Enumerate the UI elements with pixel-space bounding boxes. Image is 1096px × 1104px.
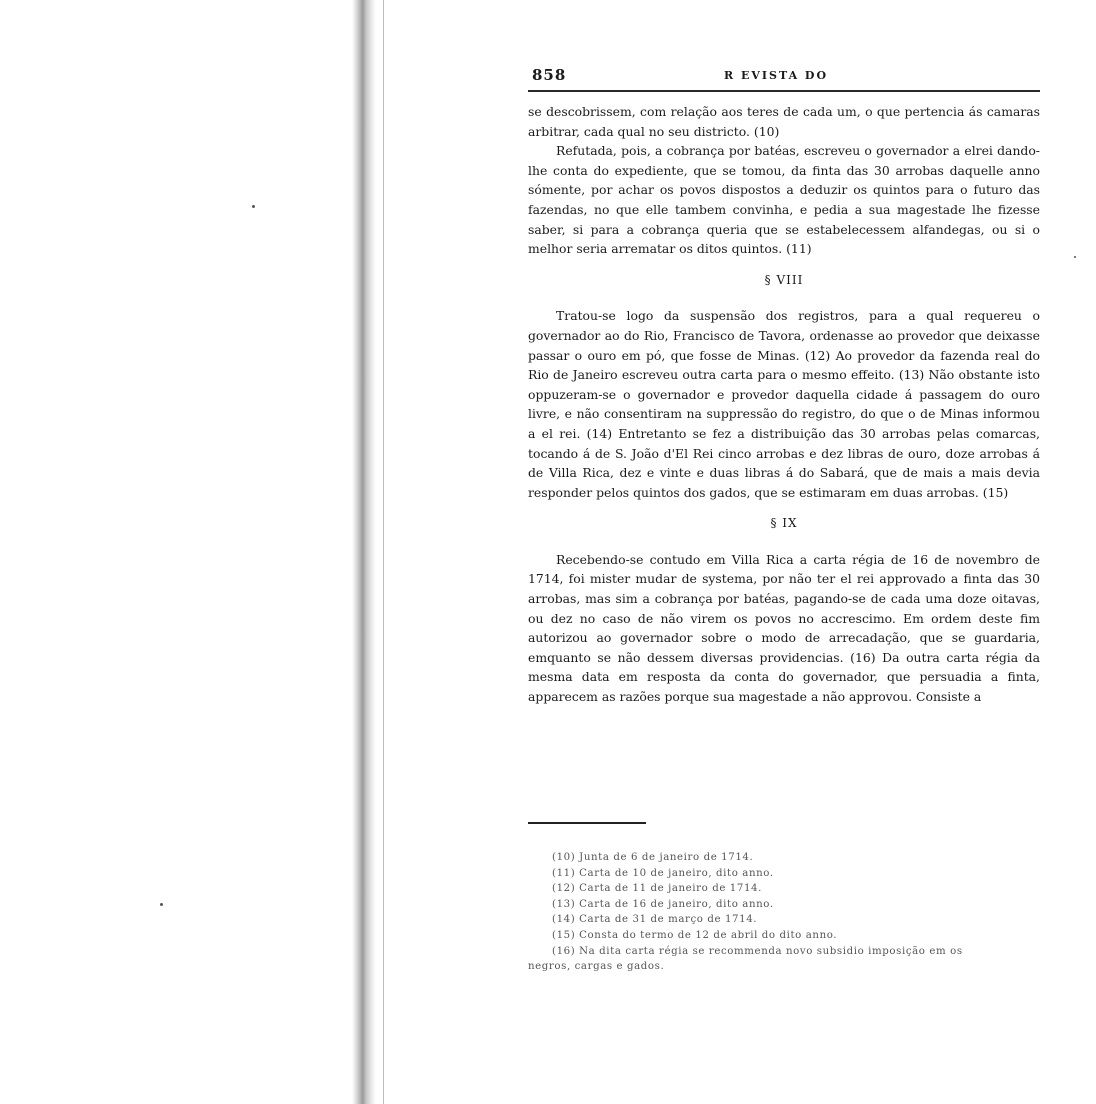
footnote: (10) Junta de 6 de janeiro de 1714. [552,852,754,863]
page-binding-shadow [352,0,376,1104]
footnote: (15) Consta do termo de 12 de abril do dito anno. [552,929,838,941]
footnote-rule [528,822,646,824]
footnote: (12) Carta de 11 de janeiro de 1714. [552,883,762,895]
paper-speck [160,903,163,906]
paragraph: Refutada, pois, a cobrança por batéas, escreveu o governador a elrei dando-lhe conta do expediente, que se tomou, da finta das 30 arrobas daquelle anno sómente, por achar os povos dispostos a deduzir os quintos para o futuro das fazendas, no que elle tambem convinha, e pedia a sua magestade lhe fizesse saber, si para a cobrança queria que se estabelecessem alfandegas, ou si o melhor seria arrematar os ditos quintos. (11) [528,143,1040,257]
footnote-continuation: negros, cargas e gados. [528,961,665,973]
document-page [528,60,1040,973]
page-number: 858 [532,66,567,84]
paper-speck [252,205,255,208]
footnote: (14) Carta de 31 de março de 1714. [552,914,758,926]
footnotes [528,850,1040,975]
paper-speck [1074,256,1076,258]
section-heading: § VIII [764,272,804,287]
section-heading: § IX [770,516,798,531]
journal-title: R EVISTA DO [724,69,829,82]
body-text [528,102,1040,707]
running-head [528,60,1040,92]
footnote: (11) Carta de 10 de janeiro, dito anno. [552,867,774,879]
binding-edge-line [383,0,384,1104]
paragraph: Recebendo-se contudo em Villa Rica a carta régia de 16 de novembro de 1714, foi mister mudar de systema, por não ter el rei approvado a finta das 30 arrobas, mas sim a cobrança por batéas, pagando-se de cada uma doze oitavas, ou dez no caso de não virem os povos no accrescimo. Em ordem deste fim autorizou ao governador sobre o modo de arrecadação, que se guardaria, emquanto se não dessem diversas providencias. (16) Da outra carta régia da mesma data em resposta da conta do governador, que persuadia a finta, apparecem as razões porque sua magestade a não approvou. Consiste a [528,551,1040,705]
footnote: (16) Na dita carta régia se recommenda novo subsidio imposição em os [552,945,963,957]
paragraph: se descobrissem, com relação aos teres de cada um, o que pertencia ás camaras arbitrar, cada qual no seu districto. (10) [528,104,1040,139]
footnote: (13) Carta de 16 de janeiro, dito anno. [552,898,774,910]
paragraph: Tratou-se logo da suspensão dos registros, para a qual requereu o governador ao do Rio, Francisco de Tavora, ordenasse ao provedor que deixasse passar o ouro em pó, que fosse de Minas. (12) Ao provedor da fazenda real do Rio de Janeiro escreveu outra carta para o mesmo effeito. (13) Não obstante isto oppuzeram-se o governador e provedor daquella cidade á passagem do ouro livre, e não consentiram na suppressão do registro, do que o de Minas informou a el rei. (14) Entretanto se fez a distribuição das 30 arrobas pelas comarcas, tocando á de S. João d'El Rei cinco arrobas e dez libras de ouro, doze arrobas á de Villa Rica, dez e vinte e duas libras á do Sabará, que de mais a mais devia responder pelos quintos dos gados, que se estimaram em duas arrobas. (15) [528,308,1040,500]
